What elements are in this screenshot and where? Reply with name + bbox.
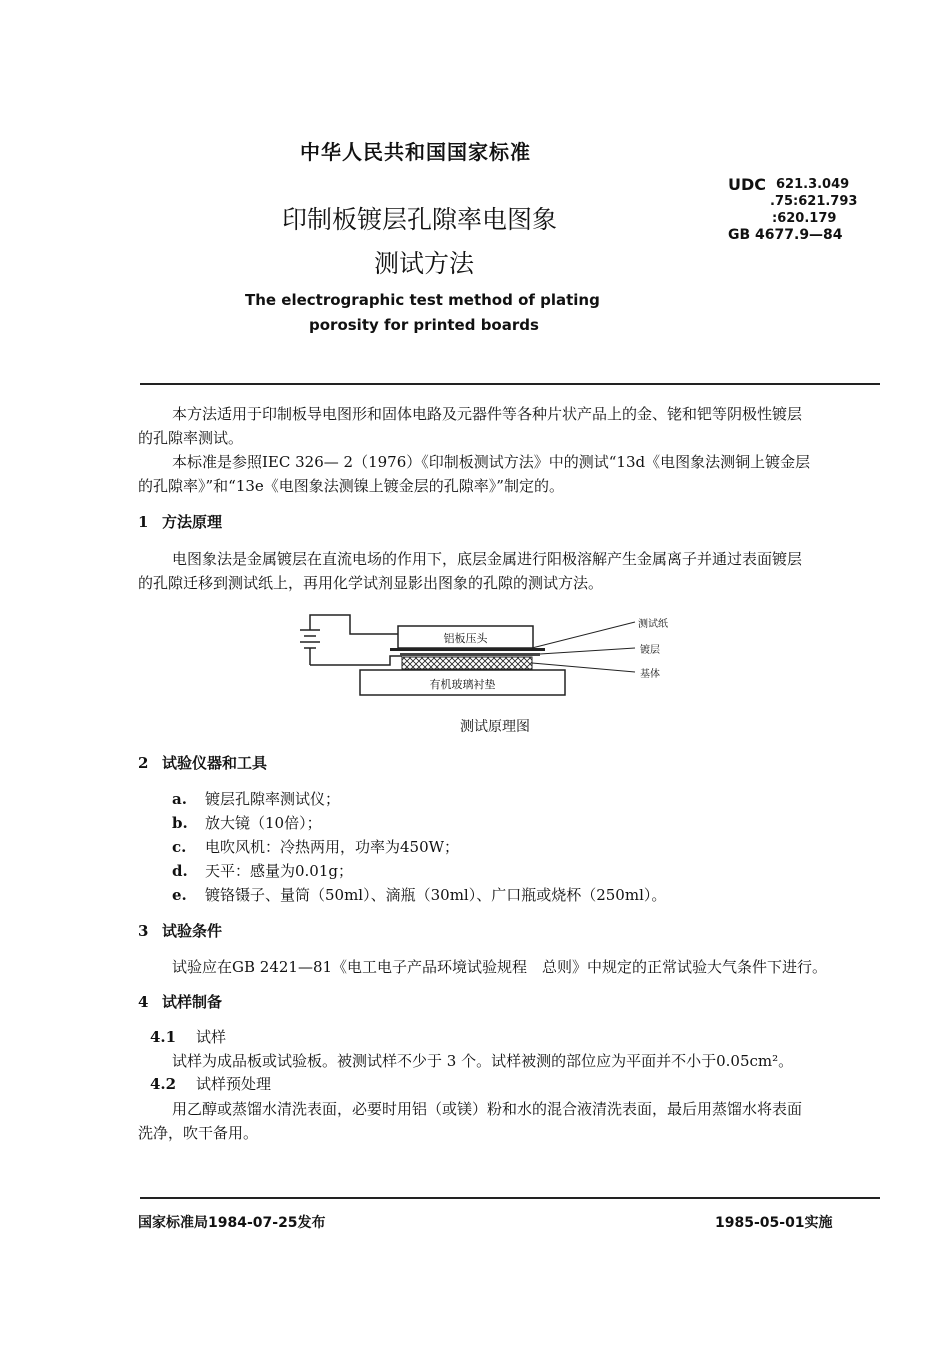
wire-negative	[310, 656, 402, 665]
section3-paragraph: 试验应在GB 2421—81《电工电子产品环境试验规程 总则》中规定的正常试验大气条件下进行。	[172, 958, 828, 976]
section3-title: 试验条件	[162, 922, 223, 940]
leader-plating	[540, 648, 635, 654]
diagram-caption: 测试原理图	[460, 719, 530, 735]
section2-number: 2	[138, 754, 149, 772]
udc-label: UDC	[728, 175, 767, 194]
leader-paper	[532, 622, 635, 648]
item-e-text: 镀铬镊子、量筒（50ml）、滴瓶（30ml）、广口瓶或烧杯（250ml）。	[205, 886, 667, 904]
section4-2-title: 试样预处理	[196, 1075, 272, 1093]
footer-effective: 1985-05-01实施	[715, 1215, 833, 1231]
gb-number: GB 4677.9—84	[728, 227, 843, 243]
substrate-layer	[402, 657, 532, 669]
section3-number: 3	[138, 922, 149, 940]
udc-line3: :620.179	[772, 211, 837, 226]
section4-number: 4	[138, 993, 149, 1011]
battery-symbol	[300, 620, 320, 665]
section4-1-number: 4.1	[150, 1028, 177, 1046]
intro-p1-line1: 本方法适用于印制板导电图形和固体电路及元器件等各种片状产品上的金、铑和钯等阴极性镀层	[172, 405, 803, 423]
item-a-marker: a.	[172, 790, 187, 808]
standard-org: 中华人民共和国国家标准	[300, 140, 531, 164]
intro-p2-line2: 的孔隙率》”和“13e《电图象法测镍上镀金层的孔隙率》”制定的。	[138, 477, 564, 495]
item-a-text: 镀层孔隙率测试仪；	[205, 790, 341, 808]
label-plating: 镀层	[640, 645, 660, 656]
section4-2-line2: 洗净，吹干备用。	[138, 1124, 259, 1142]
label-substrate: 基体	[640, 669, 660, 680]
plating-layer	[400, 653, 540, 656]
section4-title: 试样制备	[162, 993, 223, 1011]
footer-issued: 国家标准局1984-07-25发布	[138, 1215, 326, 1231]
intro-p2-line1: 本标准是参照IEC 326— 2（1976）《印制板测试方法》中的测试“13d《电图象法测铜上镀金层	[172, 453, 811, 471]
section1-title: 方法原理	[162, 513, 223, 531]
top-divider	[140, 383, 880, 385]
test-paper-layer	[390, 648, 545, 651]
title-cn-line2: 测试方法	[374, 249, 475, 278]
section4-2-line1: 用乙醇或蒸馏水清洗表面，必要时用铝（或镁）粉和水的混合液清洗表面，最后用蒸馏水将表面	[172, 1100, 803, 1118]
section1-p-line1: 电图象法是金属镀层在直流电场的作用下，底层金属进行阳极溶解产生金属离子并通过表面镀层	[172, 550, 803, 568]
bottom-divider	[140, 1197, 880, 1199]
title-cn-line1: 印制板镀层孔隙率电图象	[282, 205, 558, 234]
section1-number: 1	[138, 513, 149, 531]
section2-title: 试验仪器和工具	[162, 754, 268, 772]
title-en-line1: The electrographic test method of plating	[245, 291, 600, 309]
item-c-marker: c.	[172, 838, 187, 856]
item-b-text: 放大镜（10倍）；	[205, 814, 322, 832]
item-c-text: 电吹风机：冷热两用，功率为450W；	[205, 838, 460, 856]
section1-p-line2: 的孔隙迁移到测试纸上，再用化学试剂显影出图象的孔隙的测试方法。	[138, 574, 604, 592]
label-bottom-block: 有机玻璃衬垫	[429, 678, 496, 691]
udc-line1: 621.3.049	[776, 177, 850, 192]
label-top-block: 铝板压头	[443, 632, 488, 645]
wire-positive	[310, 615, 398, 634]
label-test-paper: 测试纸	[638, 619, 668, 630]
section4-1-title: 试样	[196, 1028, 227, 1046]
section4-1-paragraph: 试样为成品板或试验板。被测试样不少于 3 个。试样被测的部位应为平面并不小于0.05cm²。	[172, 1052, 794, 1070]
udc-line2: .75:621.793	[770, 194, 858, 209]
section4-2-number: 4.2	[150, 1075, 177, 1093]
item-d-marker: d.	[172, 862, 188, 880]
intro-p1-line2: 的孔隙率测试。	[138, 429, 244, 447]
title-en-line2: porosity for printed boards	[309, 316, 539, 334]
item-b-marker: b.	[172, 814, 188, 832]
item-d-text: 天平：感量为0.01g；	[205, 862, 354, 880]
item-e-marker: e.	[172, 886, 187, 904]
